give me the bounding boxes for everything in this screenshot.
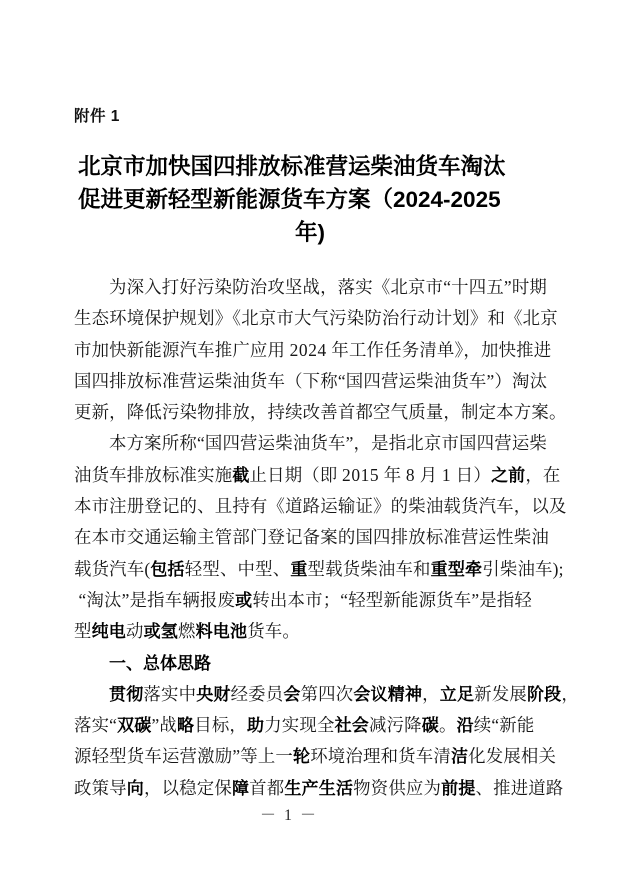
paragraph-2-line-5: 载货汽车(包括轻型、中型、重型载货柴油车和重型牵引柴油车); xyxy=(74,558,564,579)
section-heading-1-text: 一、总体思路 xyxy=(109,653,211,673)
document-body xyxy=(74,272,579,804)
section-heading-1 xyxy=(74,648,546,679)
paragraph-3-line-2: 落实“双碳”战略目标，助力实现全社会减污降碳。沿续“新能 xyxy=(74,715,535,736)
paragraph-1-line-4: 国四排放标准营运柴油货车（下称“国四营运柴油货车”）淘汰 xyxy=(74,370,548,391)
paragraph-3 xyxy=(74,679,579,804)
paragraph-1-line-2: 生态环境保护规划》《北京市大气污染防治行动计划》和《北京 xyxy=(74,308,558,329)
paragraph-2-line-4: 在本市交通运输主管部门登记备案的国四排放标准营运性柴油 xyxy=(74,527,549,548)
paragraph-3-line-3: 源轻型货车运营激励”等上一轮环境治理和货车清洁化发展相关 xyxy=(74,746,557,767)
page-number-footer: － 1 － xyxy=(259,807,318,824)
paragraph-1-line-3: 市加快新能源汽车推广应用 2024 年工作任务清单》，加快推进 xyxy=(74,339,552,360)
paragraph-3-line-4: 政策导向，以稳定保障首都生产生活物资供应为前提、推进道路 xyxy=(74,777,564,798)
title-line-3: 年) xyxy=(295,220,325,245)
paragraph-2-line-1: 本方案所称“国四营运柴油货车”，是指北京市国四营运柴 xyxy=(109,433,548,454)
paragraph-1-line-5: 更新，降低污染物排放，持续改善首都空气质量，制定本方案。 xyxy=(74,402,567,423)
document-title xyxy=(78,150,542,249)
attachment-label: 附件 1 xyxy=(74,108,120,125)
paragraph-1 xyxy=(74,272,567,428)
paragraph-2-line-6: “淘汰”是指车辆报废或转出本市；“轻型新能源货车”是指轻 xyxy=(74,589,533,610)
title-line-1: 北京市加快国四排放标准营运柴油货车淘汰 xyxy=(78,154,506,179)
paragraph-1-line-1: 为深入打好污染防治攻坚战，落实《北京市“十四五”时期 xyxy=(109,277,548,297)
paragraph-2-line-7: 型纯电动或氢燃料电池货车。 xyxy=(74,621,300,642)
paragraph-3-line-1: 贯彻落实中央财经委员会第四次会议精神，立足新发展阶段， xyxy=(109,683,579,704)
title-line-2: 促进更新轻型新能源货车方案（2024-2025 xyxy=(78,187,501,212)
paragraph-2-line-3: 本市注册登记的、且持有《道路运输证》的柴油载货汽车，以及 xyxy=(74,496,567,517)
paragraph-2 xyxy=(74,428,567,647)
paragraph-2-line-2: 油货车排放标准实施截止日期（即 2015 年 8 月 1 日）之前，在 xyxy=(74,464,561,485)
